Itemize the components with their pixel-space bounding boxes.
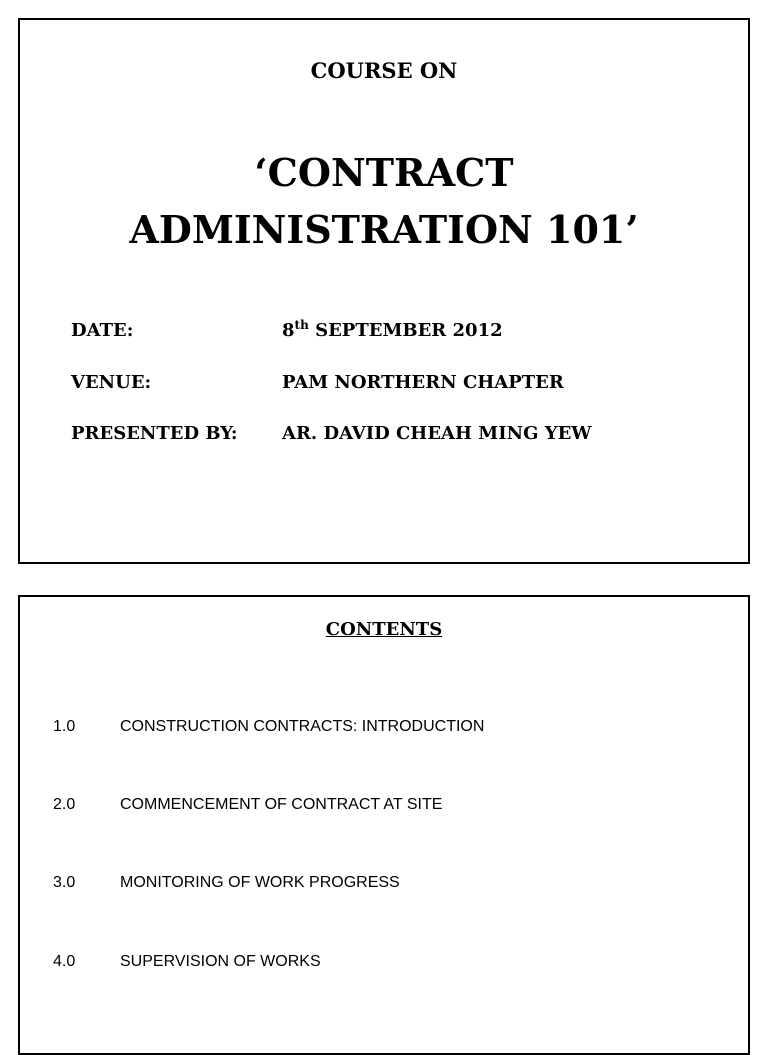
toc-item-number: 4.0 [53,953,76,970]
date-label: DATE: [71,320,134,341]
venue-label: VENUE: [71,372,152,393]
toc-item-title: SUPERVISION OF WORKS [120,953,321,970]
venue-value: PAM NORTHERN CHAPTER [282,372,564,393]
toc-item-title: COMMENCEMENT OF CONTRACT AT SITE [120,796,443,813]
date-ordinal-suffix: th [294,318,309,332]
toc-item-number: 2.0 [53,796,76,813]
course-title [20,144,748,258]
title-slide [18,18,750,564]
course-on-heading: COURSE ON [310,58,458,83]
contents-heading: CONTENTS [325,619,443,640]
toc-item-title: MONITORING OF WORK PROGRESS [120,874,400,891]
toc-item-number: 3.0 [53,874,76,891]
date-month-year: SEPTEMBER 2012 [308,320,503,341]
date-day: 8 [282,320,295,341]
contents-slide [18,595,750,1055]
course-title-line-2: ADMINISTRATION 101’ [129,207,639,252]
presenter-label: PRESENTED BY: [71,423,238,444]
course-title-line-1: ‘CONTRACT [254,150,514,195]
toc-item-number: 1.0 [53,718,76,735]
toc-item-title: CONSTRUCTION CONTRACTS: INTRODUCTION [120,718,485,735]
presenter-value: AR. DAVID CHEAH MING YEW [282,423,592,444]
date-value [282,320,503,341]
